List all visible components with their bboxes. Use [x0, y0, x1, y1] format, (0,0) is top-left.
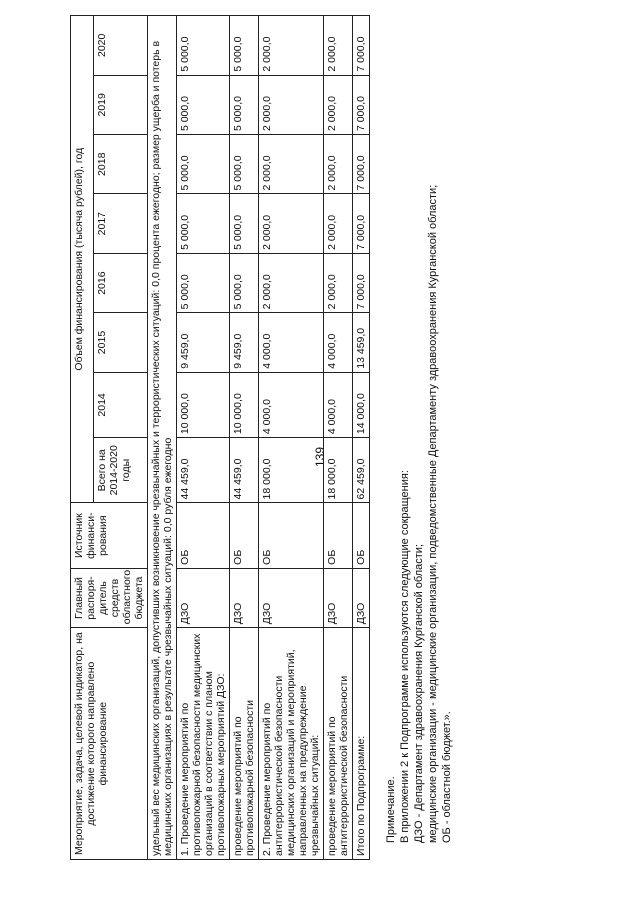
row-source: ОБ: [230, 503, 259, 568]
row-activity: 2. Проведение мероприятий по антитеррористической безопасности медицинских организаций и мероприятий, направленных на предупреждение чрезвычайных ситуаций:: [259, 628, 324, 860]
row-year-value: 2 000,0: [259, 75, 324, 134]
row-year-value: 14 000,0: [353, 372, 370, 437]
notes-line: ДЗО - Департамент здравоохранения Курганской области;: [413, 544, 425, 843]
row-year-value: 10 000,0: [230, 372, 259, 437]
row-source: ОБ: [353, 503, 370, 568]
page-number: 139: [313, 446, 327, 468]
row-year-value: 2 000,0: [324, 16, 353, 76]
row-activity: 1. Проведение мероприятий по противопожарной безопасности медицинских организаций в соответствии с планом противопожарных мероприятий ДЗО:: [177, 628, 230, 860]
header-year: 2014: [93, 372, 147, 437]
table-body: [177, 16, 370, 860]
financing-table: [70, 15, 370, 860]
row-year-value: 5 000,0: [230, 135, 259, 194]
row-activity: Итого по Подпрограмме:: [353, 628, 370, 860]
row-year-value: 2 000,0: [259, 194, 324, 253]
row-year-value: 9 459,0: [230, 313, 259, 372]
row-year-value: 5 000,0: [230, 75, 259, 134]
row-manager: ДЗО: [353, 568, 370, 627]
row-manager: ДЗО: [259, 568, 324, 627]
notes-line: ОБ - областной бюджет.».: [441, 711, 453, 843]
notes: [384, 33, 454, 843]
row-year-value: 2 000,0: [259, 135, 324, 194]
header-year: 2015: [93, 313, 147, 372]
row-year-value: 5 000,0: [177, 75, 230, 134]
table-row: [324, 16, 353, 860]
row-source: ОБ: [324, 503, 353, 568]
table-row: [259, 16, 324, 860]
notes-line: В приложении 2 к Подпрограмме используются следующие сокращения:: [399, 470, 411, 843]
header-year: 2018: [93, 135, 147, 194]
header-year: 2020: [93, 16, 147, 76]
row-year-value: 4 000,0: [259, 372, 324, 437]
row-year-value: 2 000,0: [259, 253, 324, 312]
row-year-value: 2 000,0: [324, 135, 353, 194]
row-year-value: 5 000,0: [230, 253, 259, 312]
header-year: 2019: [93, 75, 147, 134]
indicator-text: удельный вес медицинских организаций, допустивших возникновение чрезвычайных и террористических ситуаций: 0,0 процента ежегодно; размер ущерба и потерь в медицинских организациях в результате чрезвычайных ситуаций: 0,0 рубля ежегодно: [148, 16, 177, 860]
rotated-page-content: [70, 15, 540, 875]
notes-line: медицинские организации - медицинские организации, подведомственные Департаменту здравоохранения Курганской области;: [427, 184, 439, 843]
row-total: 44 459,0: [177, 438, 230, 503]
row-manager: ДЗО: [324, 568, 353, 627]
header-total: Всего на 2014-2020 годы: [93, 438, 147, 503]
row-year-value: 7 000,0: [353, 253, 370, 312]
notes-title: Примечание.: [385, 776, 397, 843]
row-year-value: 7 000,0: [353, 194, 370, 253]
row-year-value: 5 000,0: [230, 194, 259, 253]
row-year-value: 5 000,0: [177, 16, 230, 76]
row-source: ОБ: [177, 503, 230, 568]
indicator-row: [148, 16, 177, 860]
row-total: 18 000,0: [324, 438, 353, 503]
row-activity: проведение мероприятий по антитеррористической безопасности: [324, 628, 353, 860]
header-row-1: [71, 16, 94, 860]
row-year-value: 2 000,0: [324, 75, 353, 134]
header-source: Источник финанси-рования: [71, 503, 148, 568]
row-year-value: 2 000,0: [324, 194, 353, 253]
row-total: 18 000,0: [259, 438, 324, 503]
row-year-value: 2 000,0: [324, 253, 353, 312]
row-manager: ДЗО: [177, 568, 230, 627]
row-year-value: 7 000,0: [353, 135, 370, 194]
row-source: ОБ: [259, 503, 324, 568]
row-year-value: 7 000,0: [353, 16, 370, 76]
row-year-value: 5 000,0: [177, 253, 230, 312]
header-year: 2016: [93, 253, 147, 312]
row-year-value: 4 000,0: [259, 313, 324, 372]
header-volume: Объем финансирования (тысяча рублей), год: [71, 16, 94, 503]
header-activity: Мероприятие, задача, целевой индикатор, на достижение которого направлено финансирование: [71, 628, 148, 860]
row-year-value: 5 000,0: [177, 135, 230, 194]
row-year-value: 4 000,0: [324, 313, 353, 372]
row-year-value: 2 000,0: [259, 16, 324, 76]
row-total: 62 459,0: [353, 438, 370, 503]
row-year-value: 5 000,0: [177, 194, 230, 253]
header-year: 2017: [93, 194, 147, 253]
row-year-value: 4 000,0: [324, 372, 353, 437]
row-year-value: 5 000,0: [230, 16, 259, 76]
table-row: [230, 16, 259, 860]
row-activity: проведение мероприятий по противопожарной безопасности: [230, 628, 259, 860]
row-manager: ДЗО: [230, 568, 259, 627]
table-row: [177, 16, 230, 860]
row-year-value: 9 459,0: [177, 313, 230, 372]
header-manager: Главный распоря-дитель средств областного бюджета: [71, 568, 148, 627]
row-total: 44 459,0: [230, 438, 259, 503]
row-year-value: 7 000,0: [353, 75, 370, 134]
row-year-value: 13 459,0: [353, 313, 370, 372]
table-row: [353, 16, 370, 860]
row-year-value: 10 000,0: [177, 372, 230, 437]
